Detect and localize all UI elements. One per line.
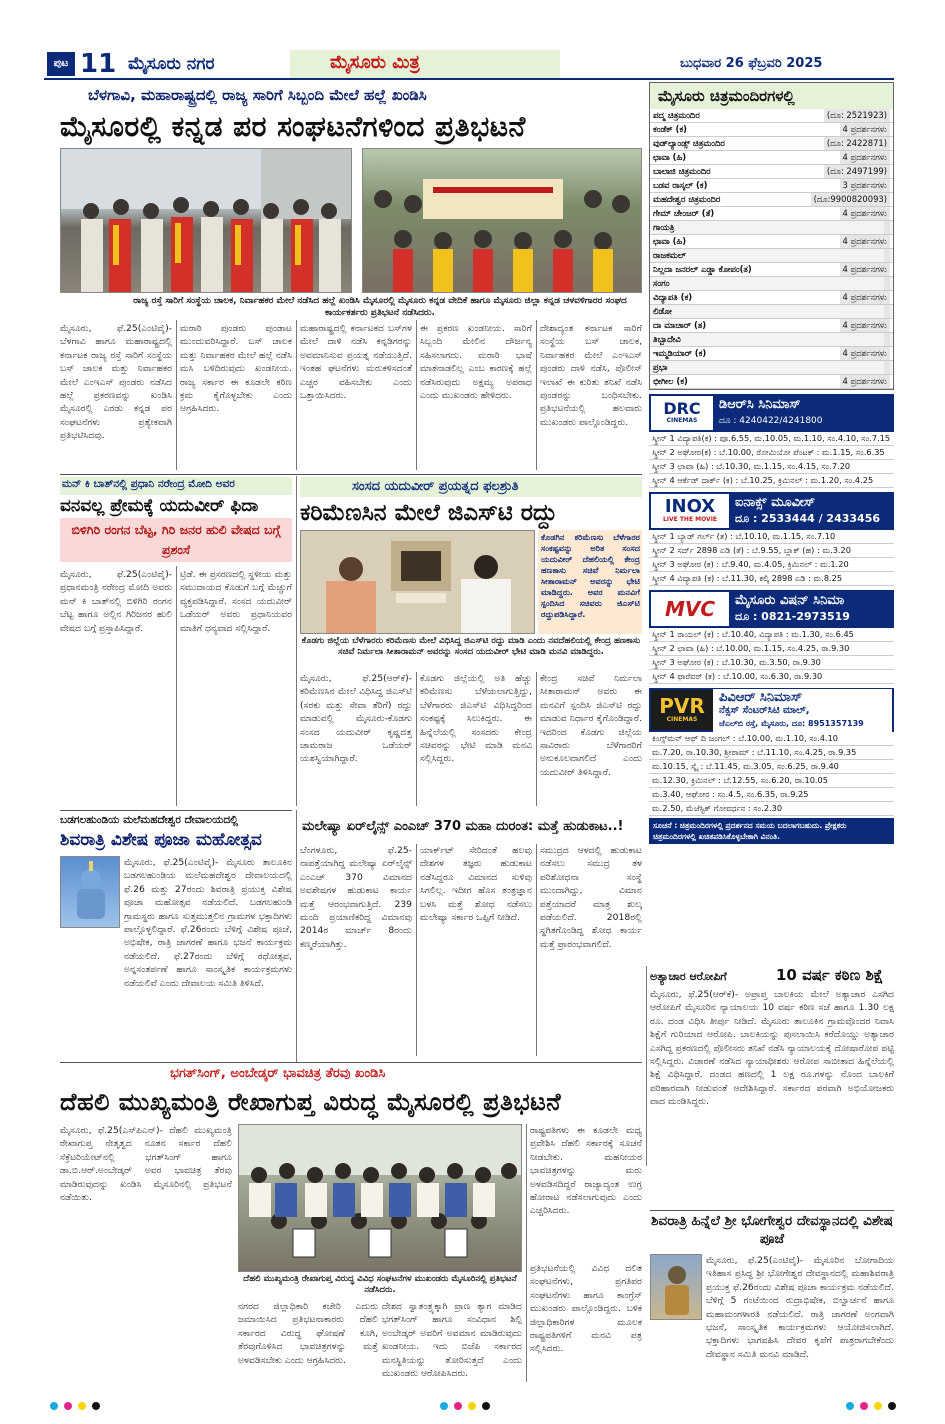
cinema-list-info: [884, 221, 890, 234]
cinema-list-item: [650, 235, 893, 249]
lead-photo-right: [362, 148, 642, 293]
yellow-dot: [468, 1402, 476, 1410]
gst-col-3: ಕೇಂದ್ರ ಸಚಿವೆ ನಿರ್ಮಲಾ ಸೀತಾರಾಮನ್ ಅವರು ಈ ಮನವಿಗೆ ಸ್ಪಂದಿಸಿ ಜಿಎಸ್‌ಟಿ ರದ್ದು ಮಾಡುವ ನಿರ್ಧಾರ ಕೈಗೊಂಡಿದ್ದಾರೆ. ಇದರಿಂದ ಕೊಡಗು ಜಿಲ್ಲೆಯ ಸಾವಿರಾರು ಬೆಳೆಗಾರರಿಗೆ ಅನುಕೂಲವಾಗಲಿದೆ ಎಂದು ಯದುವೀರ್ ತಿಳಿಸಿದ್ದಾರೆ.: [540, 673, 642, 778]
cinema-list-info: 4 ಪ್ರದರ್ಶನಗಳು: [840, 291, 890, 304]
cinema-list-item: [650, 165, 893, 179]
deity-illustration: [651, 1255, 702, 1320]
shivaratri-body: ಮೈಸೂರು, ಫೆ.25(ಎಂಟಿವೈ)- ಮೈಸೂರು ತಾಲೂಕಿನ ಬಡಗಲಹುಂಡಿಯ ಮಲೆಮಹದೇಶ್ವರ ದೇವಾಲಯದಲ್ಲಿ ಫೆ.26 ಮತ್ತು 27ರಂದು ಶಿವರಾತ್ರಿ ಪ್ರಯುಕ್ತ ವಿಶೇಷ ಪೂಜಾ ಮಹೋತ್ಸವ ನಡೆಯಲಿದೆ. ಬಡಗಲಹುಂಡಿ ಗ್ರಾಮಸ್ಥರು ಹಾಗೂ ಸುತ್ತಮುತ್ತಲಿನ ಗ್ರಾಮಗಳ ಭಕ್ತಾದಿಗಳು ಪಾಲ್ಗೊಳ್ಳಲಿದ್ದಾರೆ. ಫೆ.26ರಂದು ಬೆಳಿಗ್ಗೆ ವಿಶೇಷ ಪೂಜೆ, ಅಭಿಷೇಕ, ರಾತ್ರಿ ಜಾಗರಣೆ ಹಾಗೂ ಭಜನೆ ಕಾರ್ಯಕ್ರಮ ನಡೆಯಲಿದೆ. ಫೆ.27ರಂದು ಬೆಳಿಗ್ಗೆ ರಥೋತ್ಸವ, ಅನ್ನಸಂತರ್ಪಣೆ ಹಾಗೂ ಸಾಂಸ್ಕೃತಿಕ ಕಾರ್ಯಕ್ರಮಗಳು ನಡೆಯಲಿವೆ ಎಂದು ದೇವಾಲಯ ಸಮಿತಿ ತಿಳಿಸಿದೆ.: [124, 857, 292, 989]
mvc-show-row: ಸ್ಕ್ರೀನ್ 3 ಅಘೋರ (ಕ) : ಬೆ.10.30, ಮ.3.50, ರಾ.9.30: [649, 656, 894, 670]
cinema-list-item: [650, 193, 893, 207]
page-number: 11: [80, 49, 117, 79]
cinema-list-info: 4 ಪ್ರದರ್ಶನಗಳು: [840, 319, 890, 332]
magenta-dot: [64, 1402, 72, 1410]
masthead: ಮೈಸೂರು ಮಿತ್ರ: [330, 52, 420, 73]
cinema-list-info: (ದೂ: 2497199): [824, 165, 890, 178]
mvc-show-row: ಸ್ಕ್ರೀನ್ 4 ಫಾರೆವರ್ (ಕ) : ಬೆ.10.00, ಸಂ.6.30, ರಾ.9.30: [649, 670, 894, 684]
delhi-caption: ದೆಹಲಿ ಮುಖ್ಯಮಂತ್ರಿ ರೇಖಾಗುಪ್ತ ವಿರುದ್ಧ ವಿವಿಧ ಸಂಘಟನೆಗಳ ಮುಖಂಡರು ಮೈಸೂರಿನಲ್ಲಿ ಪ್ರತಿಭಟನೆ ನಡೆಸಿದರು.: [243, 1274, 517, 1295]
delhi-col-1: ಮೈಸೂರು, ಫೆ.25(ಎಸ್‌ಪಿಎನ್)- ದೆಹಲಿ ಮುಖ್ಯಮಂತ್ರಿ ರೇಖಾಗುಪ್ತ ನೇತೃತ್ವದ ನೂತನ ಸರ್ಕಾರ ದೆಹಲಿ ಸೆಕ್ರೆಟರಿಯೇಟ್‌ನಲ್ಲಿ ಭಗತ್‌ಸಿಂಗ್ ಹಾಗೂ ಡಾ.ಬಿ.ಆರ್.ಅಂಬೇಡ್ಕರ್ ಅವರ ಭಾವಚಿತ್ರ ತೆರವು ಮಾಡಿರುವುದನ್ನು ಖಂಡಿಸಿ ಮೈಸೂರಿನಲ್ಲಿ ಪ್ರತಿಭಟನೆ ನಡೆಯಿತು.: [60, 1125, 232, 1204]
lead-col-4: ಈ ಪ್ರಕರಣ ಖಂಡನೀಯ. ಸಾರಿಗೆ ಸಿಬ್ಬಂದಿ ಮೇಲಿನ ದೌರ್ಜನ್ಯ ಸಹಿಸಲಾಗದು. ಮರಾಠಿ ಭಾಷೆ ಮಾತನಾಡಲಿಲ್ಲ ಎಂಬ ಕಾರಣಕ್ಕೆ ಹಲ್ಲೆ ನಡೆಸಿರುವುದು ಅಕ್ಷಮ್ಯ ಅಪರಾಧ ಎಂದು ಮುಖಂಡರು ಹೇಳಿದರು.: [420, 323, 532, 402]
lead-col-1: ಮೈಸೂರು, ಫೆ.25(ಎಂಟಿವೈ)- ಬೆಳಗಾವಿ ಹಾಗೂ ಮಹಾರಾಷ್ಟ್ರದಲ್ಲಿ ಕರ್ನಾಟಕ ರಾಜ್ಯ ರಸ್ತೆ ಸಾರಿಗೆ ಸಂಸ್ಥೆಯ ಬಸ್ ಚಾಲಕ ಮತ್ತು ನಿರ್ವಾಹಕರ ಮೇಲೆ ಎಂಇಎಸ್ ಪುಂಡರು ನಡೆಸಿದ ಹಲ್ಲೆ ಪ್ರಕರಣವನ್ನು ಖಂಡಿಸಿ ಮೈಸೂರಲ್ಲಿ ಎರಡು ಕನ್ನಡ ಪರ ಸಂಘಟನೆಗಳು ಪ್ರತ್ಯೇಕವಾಗಿ ಪ್ರತಿಭಟಿಸಿದವು.: [60, 323, 172, 442]
mvc-show-row: ಸ್ಕ್ರೀನ್ 2 ಛಾವಾ (ಹಿ) : ಬೆ.10.00, ಮ.1.15, ಸಂ.4.25, ರಾ.9.30: [649, 642, 894, 656]
gst-col-1: ಮೈಸೂರು, ಫೆ.25(ಆರ್‌ಕೆ)- ಕರಿಮೆಣಸಿನ ಮೇಲೆ ವಿಧಿಸಿದ್ದ ಜಿಎಸ್‌ಟಿ (ಸರಕು ಮತ್ತು ಸೇವಾ ತೆರಿಗೆ) ರದ್ದು ಮಾಡುವಲ್ಲಿ ಮೈಸೂರು-ಕೊಡಗು ಸಂಸದ ಯದುವೀರ್ ಕೃಷ್ಣದತ್ತ ಚಾಮರಾಜ ಒಡೆಯರ್ ಯಶಸ್ವಿಯಾಗಿದ್ದಾರೆ.: [300, 673, 412, 765]
cinema-list-info: (ದೂ:9900820093): [811, 193, 890, 206]
cinema-list-item: [650, 207, 893, 221]
gst-photo: [300, 530, 535, 634]
magenta-dot: [454, 1402, 462, 1410]
inox-show-row: ಸ್ಕ್ರೀನ್ 3 ಅಘೋರ (ಕ) : ಬೆ.9.40, ಮ.4.05, ಕ್ರಿಮಿನಲ್ : ಮ.1.20: [649, 558, 894, 572]
cinema-list-item: [650, 123, 893, 137]
cinema-list-name: ಗಾಯತ್ರಿ: [653, 222, 675, 232]
black-dot: [92, 1402, 100, 1410]
court-kicker: ಅತ್ಯಾಚಾರ ಆರೋಪಿಗೆ: [650, 970, 727, 983]
malaysia-col-1: ಬೆಂಗಳೂರು, ಫೆ.25- ನಾಪತ್ತೆಯಾಗಿದ್ದ ಮಲೇಷ್ಯಾ ಏರ್‌ಲೈನ್ಸ್ ಎಂಎಚ್ 370 ವಿಮಾನದ ಅವಶೇಷಗಳ ಹುಡುಕಾಟ ಕಾರ್ಯ ಮತ್ತೆ ಆರಂಭವಾಗುತ್ತಿದೆ. 239 ಮಂದಿ ಪ್ರಯಾಣಿಕರಿದ್ದ ವಿಮಾನವು 2014ರ ಮಾರ್ಚ್ 8ರಂದು ಕಣ್ಮರೆಯಾಗಿತ್ತು.: [300, 845, 412, 950]
section-name: ಮೈಸೂರು ನಗರ: [128, 54, 215, 74]
cinema-list-item: [650, 221, 893, 235]
magenta-dot: [860, 1402, 868, 1410]
cinema-list-info: 3 ಪ್ರದರ್ಶನಗಳು: [840, 179, 890, 192]
inox-show-row: ಸ್ಕ್ರೀನ್ 4 ವಿದ್ಯಾಪತಿ (ಕ) : ಬೆ.11.30, ಕಲ್ಕಿ 2898 ಎಡಿ : ಮ.8.25: [649, 572, 894, 586]
cinema-list-name: ಲಿಡೋ: [653, 306, 672, 316]
cinema-list-name: ಬಾಲಾಜಿ ಚಿತ್ರಮಂದಿರ: [653, 166, 711, 176]
gst-caption: ಕೊಡಗು ಜಿಲ್ಲೆಯ ಬೆಳೆಗಾರರು ಕರಿಮೆಣಸು ಮೇಲೆ ವಿಧಿಸಿದ್ದ ಜಿಎಸ್‌ಟಿ ರದ್ದು ಮಾಡಿ ಎಂದು ನವದೆಹಲಿಯಲ್ಲಿ ಕೇಂದ್ರ ಹಣಕಾಸು ಸಚಿವೆ ನಿರ್ಮಲಾ ಸೀತಾರಾಮನ್ ಅವರನ್ನು ಸಂಸದ ಯದುವೀರ್ ಭೇಟಿ ಮಾಡಿ ಮನವಿ ಮಾಡಿದ್ದರು.: [301, 636, 641, 657]
drc-logo-text: DRC: [663, 399, 701, 418]
malaysia-col-3: ಸಮುದ್ರದ ಆಳದಲ್ಲಿ ಹುಡುಕಾಟ ನಡೆಸಲು ಸಮುದ್ರ ತಳ ಪರಿಶೋಧನಾ ಸಂಸ್ಥೆ ಮುಂದಾಗಿದ್ದು, ವಿಮಾನ ಪತ್ತೆಯಾದರೆ ಮಾತ್ರ ಶುಲ್ಕ ಪಡೆಯಲಿದೆ. 2018ರಲ್ಲಿ ಸ್ಥಗಿತಗೊಂಡಿದ್ದ ಶೋಧ ಕಾರ್ಯ ಮತ್ತೆ ಪ್ರಾರಂಭವಾಗಲಿದೆ.: [540, 845, 642, 950]
protest-sitin-illustration: [363, 149, 642, 293]
lead-caption: ರಾಜ್ಯ ರಸ್ತೆ ಸಾರಿಗೆ ಸಂಸ್ಥೆಯ ಚಾಲಕ, ನಿರ್ವಾಹಕರ ಮೇಲೆ ನಡೆಸಿದ ಹಲ್ಲೆ ಖಂಡಿಸಿ ಮೈಸೂರಲ್ಲಿ ಮೈಸೂರು ಕನ್ನಡ ವೇದಿಕೆ ಹಾಗೂ ಮೈಸೂರು ಜಿಲ್ಲಾ ಕನ್ನಡ ಚಳವಳಿಗಾರರ ಸಂಘದ ಕಾರ್ಯಕರ್ತರು ಪ್ರತಿಭಟನೆ ನಡೆಸಿದರು.: [133, 296, 627, 318]
lead-col-2: ಮರಾಠಿ ಪುಂಡರು ಪುಂಡಾಟ ಮುಂದುವರಿಸಿದ್ದಾರೆ. ಬಸ್ ಚಾಲಕ ಮತ್ತು ನಿರ್ವಾಹಕರ ಮೇಲೆ ಹಲ್ಲೆ ನಡೆಸಿ ಮಸಿ ಬಳಿದಿರುವುದು ಖಂಡನೀಯ. ರಾಜ್ಯ ಸರ್ಕಾರ ಈ ಕೂಡಲೇ ಕಠಿಣ ಕ್ರಮ ಕೈಗೊಳ್ಳಬೇಕು ಎಂದು ಆಗ್ರಹಿಸಿದರು.: [180, 323, 292, 415]
court-body: ಮೈಸೂರು, ಫೆ.25(ಆರ್‌ಕೆ)- ಅಪ್ರಾಪ್ತ ಬಾಲಕಿಯ ಮೇಲೆ ಅತ್ಯಾಚಾರ ಎಸಗಿದ ಆರೋಪಿಗೆ ಮೈಸೂರಿನ ನ್ಯಾಯಾಲಯ 10 ವರ್ಷ ಕಠಿಣ ಸಜೆ ಹಾಗೂ 1.30 ಲಕ್ಷ ರೂ. ದಂಡ ವಿಧಿಸಿ ತೀರ್ಪು ನೀಡಿದೆ. ಮೈಸೂರು ತಾಲೂಕಿನ ಗ್ರಾಮವೊಂದರ ನಿವಾಸಿ ಶಿಕ್ಷೆಗೆ ಗುರಿಯಾದ ಆರೋಪಿ. ಬಾಲಕಿಯನ್ನು ಪುಸಲಾಯಿಸಿ ಕರೆದೊಯ್ದು ಅತ್ಯಾಚಾರ ಎಸಗಿದ್ದ ಪ್ರಕರಣದಲ್ಲಿ ಪೊಲೀಸರು ತನಿಖೆ ನಡೆಸಿ ನ್ಯಾಯಾಲಯಕ್ಕೆ ದೋಷಾರೋಪ ಪಟ್ಟಿ ಸಲ್ಲಿಸಿದ್ದರು. ವಿಚಾರಣೆ ನಡೆಸಿದ ನ್ಯಾಯಾಧೀಶರು ಆರೋಪ ಸಾಬೀತಾದ ಹಿನ್ನೆಲೆಯಲ್ಲಿ ಶಿಕ್ಷೆ ವಿಧಿಸಿದ್ದಾರೆ. ದಂಡದ ಹಣದಲ್ಲಿ 1 ಲಕ್ಷ ರೂ.ಗಳನ್ನು ನೊಂದ ಬಾಲಕಿಗೆ ಪರಿಹಾರವಾಗಿ ನೀಡುವಂತೆ ಆದೇಶಿಸಿದ್ದಾರೆ. ಸರ್ಕಾರದ ಪರವಾಗಿ ಅಭಿಯೋಜಕರು ವಾದ ಮಂಡಿಸಿದ್ದರು.: [650, 989, 894, 1108]
cinema-list-item: [650, 179, 893, 193]
inox-name: ಐನಾಕ್ಸ್ ಮೂವೀಸ್: [735, 495, 815, 510]
cinema-list-item: [650, 319, 893, 333]
cinema-list-item: [650, 347, 893, 361]
pvr-name: ಪಿವಿಆರ್ ಸಿನಿಮಾಸ್: [719, 689, 803, 705]
protest-crowd-illustration: [61, 149, 352, 293]
cinema-list-info: [884, 305, 890, 318]
malaysia-col-2: ಯಾರ್ಕ್‌ಟ್ ಸೇರಿದಂತೆ ಹಲವು ದೇಶಗಳ ತಜ್ಞರು ಹುಡುಕಾಟ ನಡೆಸಿದ್ದರೂ ವಿಮಾನದ ಸುಳಿವು ಸಿಗಲಿಲ್ಲ. ಇದೀಗ ಹೊಸ ತಂತ್ರಜ್ಞಾನ ಬಳಸಿ ಮತ್ತೆ ಶೋಧ ನಡೆಸಲು ಮಲೇಷ್ಯಾ ಸರ್ಕಾರ ಒಪ್ಪಿಗೆ ನೀಡಿದೆ.: [420, 845, 532, 924]
cinema-list-info: [884, 249, 890, 262]
meeting-illustration: [301, 531, 535, 634]
footer-color-marks-center: [440, 1402, 490, 1410]
cinema-list-name: ಭೀಗೀಲ (ಕ): [653, 376, 688, 386]
cinema-list-name: ಪದ್ಮ ಚಿತ್ರಮಂದಿರ: [653, 110, 700, 120]
cinema-list-info: 4 ಪ್ರದರ್ಶನಗಳು: [840, 123, 890, 136]
pvr-show-row: ಮ.7.20, ರಾ.10.30, ಶ್ರೀರಾಮ್ : ಬೆ.11.10, ಸಂ.4.25, ರಾ.9.35: [649, 746, 894, 760]
cinema-list-item: [650, 277, 893, 291]
modi-subhead: ಬಿಳಿಗಿರಿ ರಂಗನ ಬೆಟ್ಟ, ಗಿರಿ ಜನರ ಹುಲಿ ವೇಷದ ಬಗ್ಗೆ ಪ್ರಶಂಸೆ: [60, 518, 292, 562]
cinema-list-name: ಕಂಡೆಕ್ (ಕ): [653, 124, 687, 134]
cinema-list-name: ಗೇಮ್ ಚೇಂಜರ್ (ತೆ): [653, 208, 715, 218]
cyan-dot: [50, 1402, 58, 1410]
cinema-list-name: ಸಂಗಂ: [653, 278, 670, 288]
cinema-list-name: ಪ್ರಭಾ: [653, 362, 668, 372]
pvr-box: [649, 688, 894, 732]
cinema-list-item: [650, 109, 893, 123]
cinema-list-item: [650, 249, 893, 263]
cinema-list-item: [650, 361, 893, 375]
page-label: ಪುಟ: [47, 52, 75, 76]
cinema-list-name: ಛಾವಾ (ಹಿ): [653, 236, 687, 246]
pvr-sub: ನೆಕ್ಸಸ್ ಸೆಂಟರ್‌ಸಿಟಿ ಮಾಲ್,: [719, 704, 810, 716]
inox-box: [649, 492, 894, 530]
cinema-list-info: (ದೂ: 2422871): [824, 137, 890, 150]
shivaratri-kicker: ಬಡಗಲಹುಂಡಿಯ ಮಲೆಮಹದೇಶ್ವರ ದೇವಾಲಯದಲ್ಲಿ: [60, 814, 239, 826]
pvr-showtimes: [649, 732, 894, 816]
cinema-list-info: [884, 277, 890, 290]
bhoga-photo: [650, 1254, 702, 1320]
delhi-protest-illustration: [239, 1125, 522, 1272]
cinema-list-item: [650, 375, 893, 389]
drc-show-row: ಸ್ಕ್ರೀನ್ 2 ಅಘೋರ(ಕ) : ಬೆ.10.00, ರೋಮಿಯೋ ಪೆಂಟಕ್ : ಮ.1.15, ಸಂ.6.35: [649, 446, 894, 460]
mvc-showtimes: [649, 628, 894, 684]
cinema-sidebar: [649, 82, 894, 966]
delhi-col-3: ದೇಶದ ಸ್ವಾತಂತ್ರ್ಯಕ್ಕಾಗಿ ಪ್ರಾಣ ತ್ಯಾಗ ಮಾಡಿದ ಭಗತ್‌ಸಿಂಗ್ ಹಾಗೂ ಸಂವಿಧಾನ ಶಿಲ್ಪಿ ಅಂಬೇಡ್ಕರ್ ಅವರಿಗೆ ಅವಮಾನ ಮಾಡಿರುವುದು ಖಂಡನೀಯ. ಇದು ಬಿಜೆಪಿ ಸರ್ಕಾರದ ಮನಸ್ಥಿತಿಯನ್ನು ತೋರಿಸುತ್ತದೆ ಎಂದು ಮುಖಂಡರು ಆರೋಪಿಸಿದರು.: [382, 1301, 522, 1380]
cyan-dot: [440, 1402, 448, 1410]
footer-color-marks-right: [846, 1402, 896, 1410]
drc-name-block: [713, 395, 892, 431]
lead-headline: ಮೈಸೂರಲ್ಲಿ ಕನ್ನಡ ಪರ ಸಂಘಟನೆಗಳಿಂದ ಪ್ರತಿಭಟನೆ: [60, 110, 526, 143]
mvc-show-row: ಸ್ಕ್ರೀನ್ 1 ರಾಯಲ್ (ಕ) : ಬೆ.10.40, ವಿದ್ಯಾಪತಿ : ಮ.1.30, ಸಂ.6.45: [649, 628, 894, 642]
inox-logo: [651, 494, 729, 528]
delhi-kicker: ಭಗತ್‌ಸಿಂಗ್, ಅಂಬೇಡ್ಕರ್ ಭಾವಚಿತ್ರ ತೆರವು ಖಂಡಿಸಿ: [170, 1066, 386, 1081]
yellow-dot: [78, 1402, 86, 1410]
court-headline: 10 ವರ್ಷ ಕಠಿಣ ಶಿಕ್ಷೆ: [776, 966, 884, 984]
issue-date: ಬುಧವಾರ 26 ಫೆಬ್ರವರಿ 2025: [680, 56, 823, 71]
cinema-list: [650, 109, 893, 389]
cinema-list-item: [650, 137, 893, 151]
cinema-list-name: ವಿದ್ಯಾಪತಿ (ಕ): [653, 292, 693, 302]
drc-show-row: ಸ್ಕ್ರೀನ್ 3 ಛಾವಾ (ಹಿ) : ಬೆ.10.30, ಮ.1.15, ಸಂ.4.15, ಸಂ.7.20: [649, 460, 894, 474]
cinema-list-info: (ದೂ: 2521923): [824, 109, 890, 122]
cinema-list-info: [884, 333, 890, 346]
inox-name-block: [729, 493, 892, 529]
pvr-show-row: ಮ.2.50, ಮೆಜೆಸ್ಟಿಕ್ ಗೋವರ್ಧನ : ಸಂ.2.30: [649, 802, 894, 816]
pvr-logo-sub: CINEMAS: [666, 716, 698, 723]
cinema-list-info: 4 ಪ್ರದರ್ಶನಗಳು: [840, 151, 890, 164]
cinema-list-name: ತಿಬ್ಬಾದೇವಿ: [653, 334, 681, 344]
cinema-list-item: [650, 291, 893, 305]
lead-col-5: ದೇಶಾದ್ಯಂತ ಕರ್ನಾಟಕ ಸಾರಿಗೆ ಸಂಸ್ಥೆಯ ಬಸ್ ಚಾಲಕ, ನಿರ್ವಾಹಕರ ಮೇಲೆ ಎಂಇಎಸ್ ಪುಂಡರು ದಾಳಿ ನಡೆಸಿ, ಪೊಲೀಸ್ ಇಲಾಖೆ ಈ ಕುರಿತು ತನಿಖೆ ನಡೆಸಿ ಪುಂಡರನ್ನು ಬಂಧಿಸಬೇಕು. ಪ್ರತಿಭಟನೆಯಲ್ಲಿ ಹಲವಾರು ಮುಖಂಡರು ಪಾಲ್ಗೊಂಡಿದ್ದರು.: [540, 323, 642, 428]
drc-showtimes: [649, 432, 894, 488]
bhoga-headline: ಶಿವರಾತ್ರಿ ಹಿನ್ನೆಲೆ ಶ್ರೀ ಭೋಗೇಶ್ವರ ದೇವಸ್ಥಾನದಲ್ಲಿ ವಿಶೇಷ ಪೂಜೆ: [651, 1213, 893, 1247]
pvr-show-row: ಮ.3.40, ಆಘೋರ : ಸಂ.4.5, ಸಂ.6.35, ರಾ.9.25: [649, 788, 894, 802]
delhi-col-4: ರಾಷ್ಟ್ರಪತಿಗಳು ಈ ಕೂಡಲೇ ಮಧ್ಯ ಪ್ರವೇಶಿಸಿ ದೆಹಲಿ ಸರ್ಕಾರಕ್ಕೆ ಸೂಚನೆ ನೀಡಬೇಕು. ಮಹನೀಯರ ಭಾವಚಿತ್ರಗಳನ್ನು ಮರು ಅಳವಡಿಸದಿದ್ದರೆ ರಾಜ್ಯಾದ್ಯಂತ ಉಗ್ರ ಹೋರಾಟ ನಡೆಸಲಾಗುವುದು ಎಂದು ಎಚ್ಚರಿಸಿದರು.: [530, 1125, 642, 1217]
modi-headline: ವನವಲ್ಲ ಪ್ರೇಮಕ್ಕೆ ಯದುವೀರ್ ಫಿದಾ: [60, 496, 259, 516]
inox-showtimes: [649, 530, 894, 586]
mvc-name: ಮೈಸೂರು ವಿಷನ್ ಸಿನಿಮಾ: [735, 593, 845, 608]
cinema-list-name: ನಿಲ್ಲದಾ ಜನರಲ್ ಎಡ್ಡಾ ಕೋಪಂ(ತ): [653, 264, 752, 274]
delhi-col-5: ಪ್ರತಿಭಟನೆಯಲ್ಲಿ ವಿವಿಧ ದಲಿತ ಸಂಘಟನೆಗಳು, ಪ್ರಗತಿಪರ ಸಂಘಟನೆಗಳು ಹಾಗೂ ಕಾಂಗ್ರೆಸ್ ಮುಖಂಡರು ಪಾಲ್ಗೊಂಡಿದ್ದರು. ಬಳಿಕ ಜಿಲ್ಲಾಧಿಕಾರಿಗಳ ಮೂಲಕ ರಾಷ್ಟ್ರಪತಿಗಳಿಗೆ ಮನವಿ ಪತ್ರ ಸಲ್ಲಿಸಿದರು.: [530, 1263, 642, 1355]
cinema-list-name: ಮಹದೇಶ್ವರ ಚಿತ್ರಮಂದಿರ: [653, 194, 721, 204]
delhi-col-2: ನಗರದ ಜಿಲ್ಲಾಧಿಕಾರಿ ಕಚೇರಿ ಎದುರು ಜಮಾಯಿಸಿದ ಪ್ರತಿಭಟನಾಕಾರರು ದೆಹಲಿ ಸರ್ಕಾರದ ವಿರುದ್ಧ ಘೋಷಣೆ ಕೂಗಿ, ತೆರವುಗೊಳಿಸಿದ ಭಾವಚಿತ್ರಗಳನ್ನು ಮತ್ತೆ ಅಳವಡಿಸಬೇಕು ಎಂದು ಆಗ್ರಹಿಸಿದರು.: [238, 1301, 378, 1366]
drc-logo: [651, 396, 713, 430]
gst-quote: ಕೊಡಗಿನ ಕರಿಮೆಣಸು ಬೆಳೆಗಾರರ ಸಂಕಷ್ಟವನ್ನು ಅರಿತ ಸಂಸದ ಯದುವೀರ್ ದೆಹಲಿಯಲ್ಲಿ ಕೇಂದ್ರ ಹಣಕಾಸು ಸಚಿವೆ ನಿರ್ಮಲಾ ಸೀತಾರಾಮನ್ ಅವರನ್ನು ಭೇಟಿ ಮಾಡಿದ್ದರು. ಅವರ ಮನವಿಗೆ ಸ್ಪಂದಿಸಿದ ಸಚಿವರು ಜಿಎಸ್‌ಟಿ ರದ್ದುಪಡಿಸಿದ್ದಾರೆ.: [541, 532, 640, 619]
drc-show-row: ಸ್ಕ್ರೀನ್ 1 ವಿದ್ಯಾಪತಿ(ಕ) : ಪೂ.6.55, ಮ.10.05, ಮ.1.10, ಸಂ.4.10, ಸಂ.7.15: [649, 432, 894, 446]
shiva-photo: [60, 856, 120, 928]
pvr-name-block: [713, 689, 892, 732]
delhi-photo: [238, 1124, 522, 1272]
pvr-logo-text: PVR: [659, 694, 705, 718]
gst-kicker: ಸಂಸದ ಯದುವೀರ್ ಪ್ರಯತ್ನದ ಫಲಶ್ರುತಿ: [352, 479, 519, 494]
cinema-list-item: [650, 263, 893, 277]
mvc-logo: MVC: [664, 597, 716, 621]
drc-logo-sub: CINEMAS: [666, 417, 698, 424]
mvc-box: [649, 590, 894, 628]
inox-show-row: ಸ್ಕ್ರೀನ್ 1 ಬ್ಯಾಡ್ ಗರ್ಲ್ (ತ) : ಬೆ.10.10, ಮ.1.15, ಸಂ.7.10: [649, 530, 894, 544]
pvr-show-row: ಮ.10.15, ಸ್ಕೈ : ಬೆ.11.45, ಮ.3.05, ಸಂ.6.25, ರಾ.9.40: [649, 760, 894, 774]
malaysia-headline: ಮಲೇಷ್ಯಾ ಏರ್‌ಲೈನ್ಸ್ ಎಂಎಚ್ 370 ಮಹಾ ದುರಂತ: ಮತ್ತೆ ಹುಡುಕಾಟ..!: [302, 819, 624, 834]
cinema-list-name: ದಾ ಮಾಚಾರ್ (ತ): [653, 320, 707, 330]
cinema-list-name: ವುಡ್‌ಲ್ಯಾಂಡ್ಸ್ ಚಿತ್ರಮಂದಿರ: [653, 138, 725, 148]
lead-col-3: ಮಹಾರಾಷ್ಟ್ರದಲ್ಲಿ ಕರ್ನಾಟಕದ ಬಸ್‌ಗಳ ಮೇಲೆ ದಾಳಿ ನಡೆಸಿ ಕನ್ನಡಿಗರನ್ನು ಅವಮಾನಿಸುವ ಪ್ರಯತ್ನ ನಡೆಯುತ್ತಿದೆ. ಇಂತಹ ಘಟನೆಗಳು ಮರುಕಳಿಸದಂತೆ ಎಚ್ಚರ ವಹಿಸಬೇಕು ಎಂದು ಒತ್ತಾಯಿಸಿದರು.: [300, 323, 412, 402]
lead-kicker: ಬೆಳಗಾವಿ, ಮಹಾರಾಷ್ಟ್ರದಲ್ಲಿ ರಾಜ್ಯ ಸಾರಿಗೆ ಸಿಬ್ಬಂದಿ ಮೇಲೆ ಹಲ್ಲೆ ಖಂಡಿಸಿ: [88, 86, 427, 104]
mvc-phone: ದೂ : 0821-2973519: [735, 610, 850, 623]
cinema-list-item: [650, 151, 893, 165]
gst-headline: ಕರಿಮೆಣಸಿನ ಮೇಲೆ ಜಿಎಸ್‌ಟಿ ರದ್ದು: [300, 500, 558, 526]
cinema-list-info: 4 ಪ್ರದರ್ಶನಗಳು: [840, 207, 890, 220]
inox-logo-sub: LIVE THE MOVIE: [662, 516, 718, 523]
gst-col-2: ಕೊಡಗು ಜಿಲ್ಲೆಯಲ್ಲಿ ಅತಿ ಹೆಚ್ಚು ಕರಿಮೆಣಸು ಬೆಳೆಯಲಾಗುತ್ತಿದ್ದು, ಬೆಳೆಗಾರರು ಜಿಎಸ್‌ಟಿ ವಿಧಿಸಿದ್ದರಿಂದ ಸಂಕಷ್ಟಕ್ಕೆ ಸಿಲುಕಿದ್ದರು. ಈ ಹಿನ್ನೆಲೆಯಲ್ಲಿ ಸಂಸದರು ಕೇಂದ್ರ ಸಚಿವರನ್ನು ಭೇಟಿ ಮಾಡಿ ಮನವಿ ಸಲ್ಲಿಸಿದ್ದರು.: [420, 673, 532, 765]
yellow-dot: [874, 1402, 882, 1410]
shivaratri-headline: ಶಿವರಾತ್ರಿ ವಿಶೇಷ ಪೂಜಾ ಮಹೋತ್ಸವ: [60, 830, 262, 850]
black-dot: [888, 1402, 896, 1410]
drc-show-row: ಸ್ಕ್ರೀನ್ 4 ಆರ್ಕೆಡ್ ದಾರ್ಕ್ (ಕ) : ಬೆ.10.25, ಕ್ರಿಮಿನಲ್ : ಮ.1.20, ಸಂ.4.25: [649, 474, 894, 488]
cinema-list-info: 4 ಪ್ರದರ್ಶನಗಳು: [840, 347, 890, 360]
cinema-list-info: 4 ಪ್ರದರ್ಶನಗಳು: [840, 263, 890, 276]
cinema-list-name: ಬಡವ ರಾಸ್ಕಲ್ (ಕ): [653, 180, 708, 190]
pvr-logo: [651, 690, 713, 730]
footer-color-marks-left: [50, 1402, 100, 1410]
shiva-illustration: [61, 857, 120, 928]
cinema-list-name: ಛಾವಾ (ಹಿ): [653, 152, 687, 162]
modi-col-2: ಟ್ರಿಡೆ. ಈ ಪ್ರಸರಣದಲ್ಲಿ ಸ್ಥಳೀಯ ಮತ್ತು ಸಮುದಾಯದ ಕೊಡುಗೆ ಬಗ್ಗೆ ಮೆಚ್ಚುಗೆ ವ್ಯಕ್ತಪಡಿಸಿದ್ದಾರೆ. ಸಂಸದ ಯದುವೀರ್ ಒಡೆಯರ್ ಅವರು ಪ್ರಧಾನಿಯವರ ಮಾತಿಗೆ ಧನ್ಯವಾದ ಸಲ್ಲಿಸಿದ್ದಾರೆ.: [180, 569, 292, 634]
cinema-list-item: [650, 333, 893, 347]
cinema-list-info: 4 ಪ್ರದರ್ಶನಗಳು: [840, 375, 890, 388]
cyan-dot: [846, 1402, 854, 1410]
modi-col-1: ಮೈಸೂರು, ಫೆ.25(ಎಂಟಿವೈ)- ಪ್ರಧಾನಮಂತ್ರಿ ನರೇಂದ್ರ ಮೋದಿ ಅವರು ಮನ್ ಕಿ ಬಾತ್‌ನಲ್ಲಿ ಬಿಳಿಗಿರಿ ರಂಗನ ಬೆಟ್ಟ ಹಾಗೂ ಅಲ್ಲಿನ ಗಿರಿಜನರ ಹುಲಿ ವೇಷದ ಬಗ್ಗೆ ಪ್ರಸ್ತಾಪಿಸಿದ್ದಾರೆ.: [60, 569, 172, 634]
cinema-list-name: ಇಮ್ಮಡಿಯಾರ್ (ಕ): [653, 348, 707, 358]
delhi-headline: ದೆಹಲಿ ಮುಖ್ಯಮಂತ್ರಿ ರೇಖಾಗುಪ್ತ ವಿರುದ್ಧ ಮೈಸೂರಲ್ಲಿ ಪ್ರತಿಭಟನೆ: [60, 1088, 562, 1116]
cinema-title: ಮೈಸೂರು ಚಿತ್ರಮಂದಿರಗಳಲ್ಲಿ: [650, 83, 893, 109]
lead-photo-left: [60, 148, 352, 293]
cinema-list-name: ರಾಜಕಮಲ್: [653, 250, 686, 260]
pvr-show-row: ಮ.12.30, ಕ್ರಿಮಿನಲ್ : ಬೆ.12.55, ಸಂ.6.20, ರಾ.10.05: [649, 774, 894, 788]
mvc-name-block: [729, 591, 892, 627]
cinema-note: ಸೂಚನೆ : ಚಿತ್ರಮಂದಿರಗಳಲ್ಲಿ ಪ್ರದರ್ಶನದ ಸಮಯ ಬದಲಾಗಬಹುದು. ಪ್ರೇಕ್ಷಕರು ಚಿತ್ರಮಂದಿರಗಳಲ್ಲಿ ಖಚಿತಪಡಿಸಿಕೊಳ್ಳಬೇಕಾಗಿ ವಿನಂತಿ.: [649, 818, 894, 844]
modi-kicker: ಮನ್ ಕಿ ಬಾತ್‌ನಲ್ಲಿ ಪ್ರಧಾನಿ ನರೇಂದ್ರ ಮೋದಿ ಅವರ: [62, 478, 235, 490]
drc-cinemas-box: [649, 394, 894, 432]
cinema-list-info: [884, 361, 890, 374]
pvr-phone: ಜೆಎಲ್‌ಬಿ ರಸ್ತೆ, ಮೈಸೂರು, ದೂ: 8951357139: [719, 718, 864, 728]
pvr-show-row: ಕಿಂಗ್ಸ್‌ಮನ್ ಆಫ್ ದಿ ಜಂಗಲ್ : ಬೆ.10.00, ಮ.1.10, ಸಂ.4.10: [649, 732, 894, 746]
inox-show-row: ಸ್ಕ್ರೀನ್ 2 ಸರ್ದ್ 2898 ಎಡಿ (ತೆ) : ಬೆ.9.55, ಬ್ಲಾಕ್ (ಹ) : ಮ.3.20: [649, 544, 894, 558]
cinema-listing: [649, 82, 894, 390]
drc-phone: ದೂ : 4240422/4241800: [719, 416, 823, 426]
bhoga-body: ಮೈಸೂರು, ಫೆ.25(ಎಂಟಿವೈ)- ಮೈಸೂರಿನ ಬೋಗಾದಿಯ ಇತಿಹಾಸ ಪ್ರಸಿದ್ಧ ಶ್ರೀ ಭೋಗೇಶ್ವರ ದೇವಸ್ಥಾನದಲ್ಲಿ ಮಹಾಶಿವರಾತ್ರಿ ಪ್ರಯುಕ್ತ ಫೆ.26ರಂದು ವಿಶೇಷ ಪೂಜಾ ಕಾರ್ಯಕ್ರಮ ನಡೆಯಲಿದೆ. ಬೆಳಿಗ್ಗೆ 5 ಗಂಟೆಯಿಂದ ರುದ್ರಾಭಿಷೇಕ, ಬಿಲ್ವಾರ್ಚನೆ ಹಾಗೂ ಮಹಾಮಂಗಳಾರತಿ ನಡೆಯಲಿದೆ. ರಾತ್ರಿ ಜಾಗರಣೆ ಅಂಗವಾಗಿ ಭಜನೆ, ಸಾಂಸ್ಕೃತಿಕ ಕಾರ್ಯಕ್ರಮಗಳು ಆಯೋಜಿಸಲಾಗಿದೆ. ಭಕ್ತಾದಿಗಳು ಭಾಗವಹಿಸಿ ದೇವರ ಕೃಪೆಗೆ ಪಾತ್ರರಾಗಬೇಕೆಂದು ದೇವಸ್ಥಾನ ಸಮಿತಿ ಮನವಿ ಮಾಡಿದೆ.: [706, 1255, 894, 1360]
black-dot: [482, 1402, 490, 1410]
drc-name: ಡಿಆರ್‌ಸಿ ಸಿನಿಮಾಸ್: [719, 397, 801, 412]
cinema-list-item: [650, 305, 893, 319]
cinema-list-info: 4 ಪ್ರದರ್ಶನಗಳು: [840, 235, 890, 248]
inox-logo-text: INOX: [664, 496, 716, 517]
inox-phone: ದೂ : 2533444 / 2433456: [735, 512, 881, 525]
